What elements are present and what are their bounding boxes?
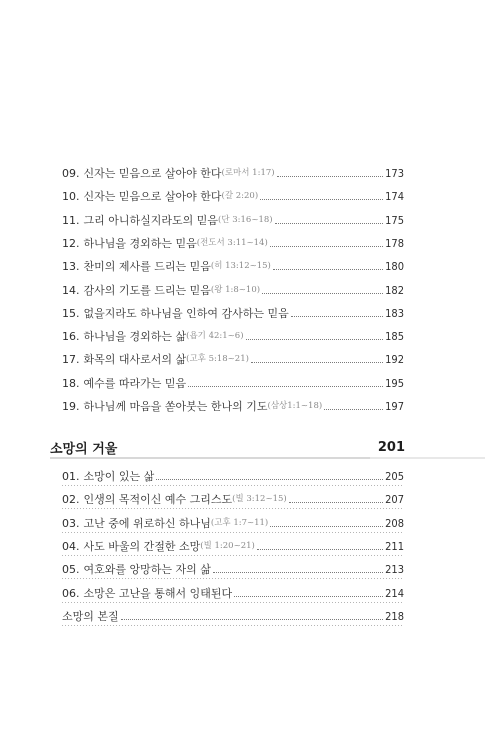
entry-title: 소망은 고난을 통해서 잉태된다 — [83, 586, 233, 600]
toc-entry — [62, 160, 404, 180]
dot-leader — [260, 199, 383, 200]
entry-scripture-reference: (빌 1:20~21) — [200, 540, 255, 551]
entry-page-number: 214 — [385, 586, 404, 600]
entry-number: 02. — [62, 493, 80, 507]
entry-scripture-reference: (고후 5:18~21) — [186, 354, 249, 365]
entry-title: 그리 아니하실지라도의 믿음 — [83, 213, 219, 227]
dot-leader — [246, 339, 384, 340]
entry-scripture-reference: (삼상1:1~18) — [267, 401, 323, 411]
entry-page-number: 197 — [385, 400, 404, 413]
entry-scripture-reference: (전도서 3:11~14) — [196, 237, 268, 248]
entry-page-number: 185 — [385, 330, 404, 344]
toc-entry — [62, 533, 404, 553]
entry-title: 화목의 대사로서의 삶 — [83, 353, 187, 367]
entry-page-number: 180 — [385, 260, 404, 274]
toc-entry — [62, 486, 404, 506]
entry-title: 없을지라도 하나님을 인하여 감사하는 믿음 — [83, 306, 289, 320]
dot-leader — [291, 316, 383, 317]
entry-page-number: 195 — [385, 376, 404, 390]
dot-leader — [262, 293, 383, 294]
entry-title: 신자는 믿음으로 살아야 한다 — [83, 190, 222, 204]
entry-title: 하나님을 경외하는 삶 — [83, 330, 187, 344]
entry-underline — [62, 625, 404, 626]
dot-leader — [213, 572, 383, 573]
dot-leader — [324, 409, 383, 410]
entry-title: 인생의 목적이신 예수 그리스도 — [83, 493, 233, 507]
entry-title: 신자는 믿음으로 살아야 한다 — [83, 167, 222, 180]
entry-number: 10. — [62, 190, 80, 204]
entry-scripture-reference: (갈 2:20) — [221, 191, 259, 202]
entry-scripture-reference: (히 13:12~15) — [210, 261, 271, 272]
toc-entry — [62, 253, 404, 273]
entry-page-number: 175 — [385, 213, 404, 227]
dot-leader — [251, 362, 383, 363]
toc-entry — [62, 370, 404, 390]
entry-title: 하나님을 경외하는 믿음 — [83, 236, 197, 250]
entry-scripture-reference: (왕 1:8~10) — [210, 284, 261, 295]
entry-page-number: 213 — [385, 563, 404, 577]
dot-leader — [270, 246, 383, 247]
dot-leader — [270, 526, 383, 527]
entry-scripture-reference: (고후 1:7~11) — [210, 517, 269, 528]
toc-entry — [62, 603, 404, 623]
toc-entry — [62, 580, 404, 600]
section-title: 소망의 거울 — [50, 441, 118, 457]
entry-number: 18. — [62, 376, 80, 390]
entry-scripture-reference: (욥기 42:1~6) — [186, 331, 244, 342]
dot-leader — [188, 386, 383, 387]
entry-title: 하나님께 마음을 쏟아붓는 한나의 기도 — [83, 400, 268, 413]
entry-page-number: 211 — [385, 539, 404, 553]
entry-title: 여호와를 앙망하는 자의 삶 — [83, 563, 211, 577]
toc-entry — [62, 277, 404, 297]
entry-number: 04. — [62, 539, 80, 553]
entry-page-number: 174 — [385, 190, 404, 204]
entry-number: 09. — [62, 167, 80, 180]
entry-title: 감사의 기도를 드리는 믿음 — [83, 283, 211, 297]
dot-leader — [257, 549, 383, 550]
entry-page-number: 192 — [385, 353, 404, 367]
entry-scripture-reference: (단 3:16~18) — [218, 214, 273, 225]
entry-page-number: 208 — [385, 516, 404, 530]
entry-number: 14. — [62, 283, 80, 297]
entry-page-number: 207 — [385, 493, 404, 507]
dot-leader — [234, 596, 383, 597]
entry-number: 19. — [62, 400, 80, 413]
toc-entry — [62, 463, 404, 483]
entry-scripture-reference: (로마서 1:17) — [221, 168, 275, 178]
section-heading — [50, 436, 405, 458]
entry-page-number: 183 — [385, 306, 404, 320]
section-divider — [50, 457, 405, 459]
entry-number: 01. — [62, 470, 80, 483]
dot-leader — [275, 223, 384, 224]
entry-page-number: 178 — [385, 236, 404, 250]
dot-leader — [289, 502, 383, 503]
entry-number: 03. — [62, 516, 80, 530]
dot-leader — [121, 619, 383, 620]
dot-leader — [156, 479, 383, 480]
entry-title: 예수를 따라가는 믿음 — [83, 376, 187, 390]
entry-number: 05. — [62, 563, 80, 577]
entry-page-number: 218 — [385, 609, 404, 623]
entry-number: 17. — [62, 353, 80, 367]
toc-entry — [62, 556, 404, 576]
entry-number: 16. — [62, 330, 80, 344]
dot-leader — [273, 269, 383, 270]
toc-entry — [62, 346, 404, 366]
entry-page-number: 205 — [385, 470, 404, 483]
toc-entry — [62, 230, 404, 250]
entry-scripture-reference: (빌 3:12~15) — [232, 494, 287, 505]
toc-entry — [62, 207, 404, 227]
entry-title: 찬미의 제사를 드리는 믿음 — [83, 260, 211, 274]
entry-title: 소망의 본질 — [62, 609, 119, 623]
entry-number: 11. — [62, 213, 80, 227]
entry-title: 고난 중에 위로하신 하나님 — [83, 516, 211, 530]
entry-page-number: 182 — [385, 283, 404, 297]
entry-number: 06. — [62, 586, 80, 600]
toc-entry — [62, 183, 404, 203]
entry-page-number: 173 — [385, 167, 404, 180]
section-page-number: 201 — [377, 439, 405, 455]
entry-number: 12. — [62, 236, 80, 250]
toc-entry — [62, 300, 404, 320]
entry-title: 소망이 있는 삶 — [83, 470, 155, 483]
entry-number: 15. — [62, 306, 80, 320]
toc-entry — [62, 323, 404, 343]
toc-entry — [62, 393, 404, 413]
toc-entry — [62, 510, 404, 530]
entry-number: 13. — [62, 260, 80, 274]
entry-title: 사도 바울의 간절한 소망 — [83, 539, 201, 553]
dot-leader — [277, 176, 384, 177]
